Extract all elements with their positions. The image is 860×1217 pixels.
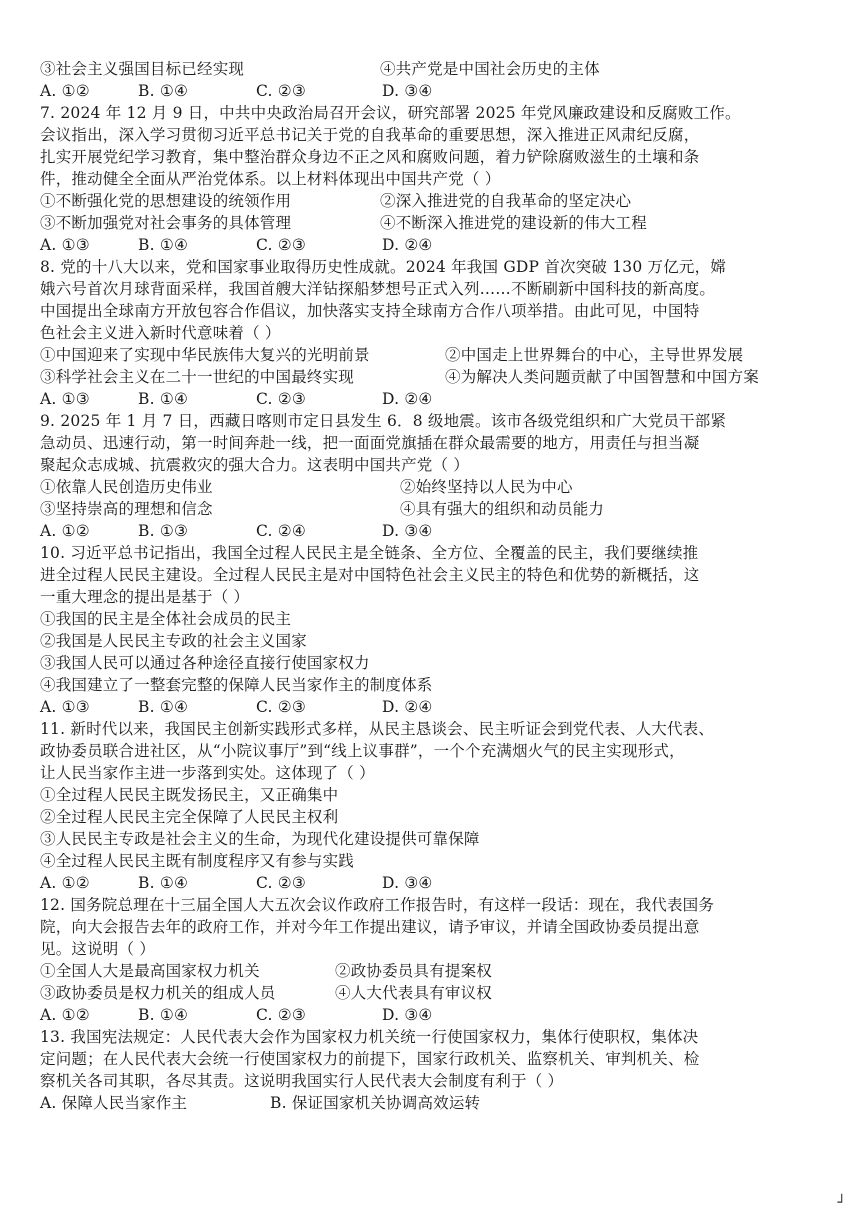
question-8 — [40, 256, 830, 410]
page-corner-mark: ┘ — [837, 1195, 846, 1211]
question-stem-line: 扎实开展党纪学习教育，集中整治群众身边不正之风和腐败问题，着力铲除腐败滋生的土壤和条 — [40, 148, 700, 166]
item-3: ③政协委员是权力机关的组成人员 — [40, 984, 276, 1002]
question-items-row — [40, 982, 830, 1004]
option-b: B. ①④ — [138, 390, 189, 408]
option-d: D. ③④ — [382, 874, 433, 892]
item-4: ④共产党是中国社会历史的主体 — [380, 60, 600, 78]
option-b: B. 保证国家机关协调高效运转 — [270, 1094, 481, 1112]
item-3: ③科学社会主义在二十一世纪的中国最终实现 — [40, 368, 355, 386]
item-1: ①我国的民主是全体社会成员的民主 — [40, 610, 292, 628]
question-stem-line: 中国提出全球南方开放包容合作倡议，加快落实支持全球南方合作八项举措。由此可见，中国特 — [40, 302, 700, 320]
item-4: ④我国建立了一整套完整的保障人民当家作主的制度体系 — [40, 676, 433, 694]
question-10 — [40, 542, 830, 718]
option-a: A. ①② — [40, 522, 90, 540]
question-stem-line: 13. 我国宪法规定：人民代表大会作为国家权力机关统一行使国家权力，集体行使职权，集体决 — [40, 1028, 699, 1046]
option-a: A. ①② — [40, 1006, 90, 1024]
item-3: ③人民民主专政是社会主义的生命，为现代化建设提供可靠保障 — [40, 830, 480, 848]
option-d: D. ③④ — [382, 522, 433, 540]
option-c: C. ②④ — [256, 522, 306, 540]
item-2: ②全过程人民民主完全保障了人民民主权利 — [40, 808, 339, 826]
option-b: B. ①③ — [138, 522, 189, 540]
question-stem-line: 8. 党的十八大以来，党和国家事业取得历史性成就。2024 年我国 GDP 首次突破 130 万亿元，嫦 — [40, 258, 727, 276]
item-4: ④人大代表具有审议权 — [335, 984, 493, 1002]
question-stem-line: 政协委员联合进社区，从“小院议事厅”到“线上议事群”，一个个充满烟火气的民主实现形式， — [40, 742, 685, 760]
question-stem-line: 9. 2025 年 1 月 7 日，西藏日喀则市定日县发生 6．8 级地震。该市各级党组织和广大党员干部紧 — [40, 412, 727, 430]
question-items-row — [40, 476, 830, 498]
option-a: A. 保障人民当家作主 — [40, 1094, 188, 1112]
item-1: ①全过程人民民主既发扬民主，又正确集中 — [40, 786, 339, 804]
item-4: ④为解决人类问题贡献了中国智慧和中国方案 — [445, 368, 760, 386]
option-d: D. ③④ — [382, 1006, 433, 1024]
option-d: D. ②④ — [382, 698, 433, 716]
question-11 — [40, 718, 830, 894]
item-4: ④不断深入推进党的建设新的伟大工程 — [380, 214, 647, 232]
question-options — [40, 234, 830, 256]
question-stem-line: 7. 2024 年 12 月 9 日，中共中央政治局召开会议，研究部署 2025 年党风廉政建设和反腐败工作。 — [40, 104, 741, 122]
question-stem-line: 娥六号首次月球背面采样，我国首艘大洋钻探船梦想号正式入列……不断刷新中国科技的新高度。 — [40, 280, 716, 298]
question-stem-line: 11. 新时代以来，我国民主创新实践形式多样，从民主恳谈会、民主听证会到党代表、人大代表、 — [40, 720, 715, 738]
option-b: B. ①④ — [138, 236, 189, 254]
item-2: ②我国是人民民主专政的社会主义国家 — [40, 632, 307, 650]
item-3: ③坚持崇高的理想和信念 — [40, 500, 213, 518]
option-c: C. ②③ — [256, 236, 306, 254]
exam-page — [40, 58, 830, 1114]
option-c: C. ②③ — [256, 390, 306, 408]
option-a: A. ①② — [40, 82, 90, 100]
question-stem-line: 察机关各司其职，各尽其责。这说明我国实行人民代表大会制度有利于（ ） — [40, 1072, 564, 1090]
item-3: ③我国人民可以通过各种途径直接行使国家权力 — [40, 654, 370, 672]
option-d: D. ②④ — [382, 390, 433, 408]
question-options — [40, 1092, 830, 1114]
question-stem-line: 急动员、迅速行动，第一时间奔赴一线，把一面面党旗插在群众最需要的地方，用责任与担当凝 — [40, 434, 700, 452]
option-a: A. ①③ — [40, 698, 90, 716]
item-2: ②中国走上世界舞台的中心，主导世界发展 — [445, 346, 744, 364]
question-stem-line: 一重大理念的提出是基于（ ） — [40, 588, 250, 606]
option-d: D. ②④ — [382, 236, 433, 254]
question-stem-line: 会议指出，深入学习贯彻习近平总书记关于党的自我革命的重要思想，深入推进正风肃纪反腐， — [40, 126, 700, 144]
item-1: ①依靠人民创造历史伟业 — [40, 478, 213, 496]
item-2: ②深入推进党的自我革命的坚定决心 — [380, 192, 632, 210]
question-9 — [40, 410, 830, 542]
question-stem-line: 色社会主义进入新时代意味着（ ） — [40, 324, 281, 342]
option-a: A. ①② — [40, 874, 90, 892]
question-items-row — [40, 190, 830, 212]
prev-question-items — [40, 58, 830, 80]
question-stem-line: 件，推动健全全面从严治党体系。以上材料体现出中国共产党（ ） — [40, 170, 501, 188]
option-c: C. ②③ — [256, 698, 306, 716]
question-items-row — [40, 366, 830, 388]
option-d: D. ③④ — [382, 82, 433, 100]
option-b: B. ①④ — [138, 1006, 189, 1024]
item-3: ③不断加强党对社会事务的具体管理 — [40, 214, 292, 232]
question-options — [40, 872, 830, 894]
option-c: C. ②③ — [256, 1006, 306, 1024]
question-items-row — [40, 344, 830, 366]
question-7 — [40, 102, 830, 256]
question-13 — [40, 1026, 830, 1114]
question-stem-line: 见。这说明（ ） — [40, 940, 156, 958]
question-stem-line: 院，向大会报告去年的政府工作，并对今年工作提出建议，请予审议，并请全国政协委员提出意 — [40, 918, 700, 936]
item-2: ②政协委员具有提案权 — [335, 962, 493, 980]
option-b: B. ①④ — [138, 698, 189, 716]
item-1: ①中国迎来了实现中华民族伟大复兴的光明前景 — [40, 346, 370, 364]
option-b: B. ①④ — [138, 82, 189, 100]
question-items-row — [40, 212, 830, 234]
item-4: ④全过程人民民主既有制度程序又有参与实践 — [40, 852, 355, 870]
question-options — [40, 1004, 830, 1026]
question-stem-line: 定问题；在人民代表大会统一行使国家权力的前提下，国家行政机关、监察机关、审判机关、检 — [40, 1050, 700, 1068]
question-stem-line: 12. 国务院总理在十三届全国人大五次会议作政府工作报告时，有这样一段话：现在，我代表国务 — [40, 896, 715, 914]
item-1: ①全国人大是最高国家权力机关 — [40, 962, 260, 980]
question-stem-line: 进全过程人民民主建设。全过程人民民主是对中国特色社会主义民主的特色和优势的新概括，这 — [40, 566, 700, 584]
question-items-row — [40, 960, 830, 982]
question-stem-line: 10. 习近平总书记指出，我国全过程人民民主是全链条、全方位、全覆盖的民主，我们要继续推 — [40, 544, 699, 562]
question-items-row — [40, 498, 830, 520]
option-c: C. ②③ — [256, 82, 306, 100]
option-a: A. ①③ — [40, 236, 90, 254]
item-2: ②始终坚持以人民为中心 — [400, 478, 573, 496]
prev-question-options — [40, 80, 830, 102]
item-1: ①不断强化党的思想建设的统领作用 — [40, 192, 292, 210]
question-options — [40, 388, 830, 410]
option-b: B. ①④ — [138, 874, 189, 892]
option-c: C. ②③ — [256, 874, 306, 892]
option-a: A. ①③ — [40, 390, 90, 408]
question-options — [40, 520, 830, 542]
question-options — [40, 696, 830, 718]
question-stem-line: 让人民当家作主进一步落到实处。这体现了（ ） — [40, 764, 375, 782]
question-12 — [40, 894, 830, 1026]
question-stem-line: 聚起众志成城、抗震救灾的强大合力。这表明中国共产党（ ） — [40, 456, 470, 474]
item-3: ③社会主义强国目标已经实现 — [40, 60, 245, 78]
item-4: ④具有强大的组织和动员能力 — [400, 500, 605, 518]
